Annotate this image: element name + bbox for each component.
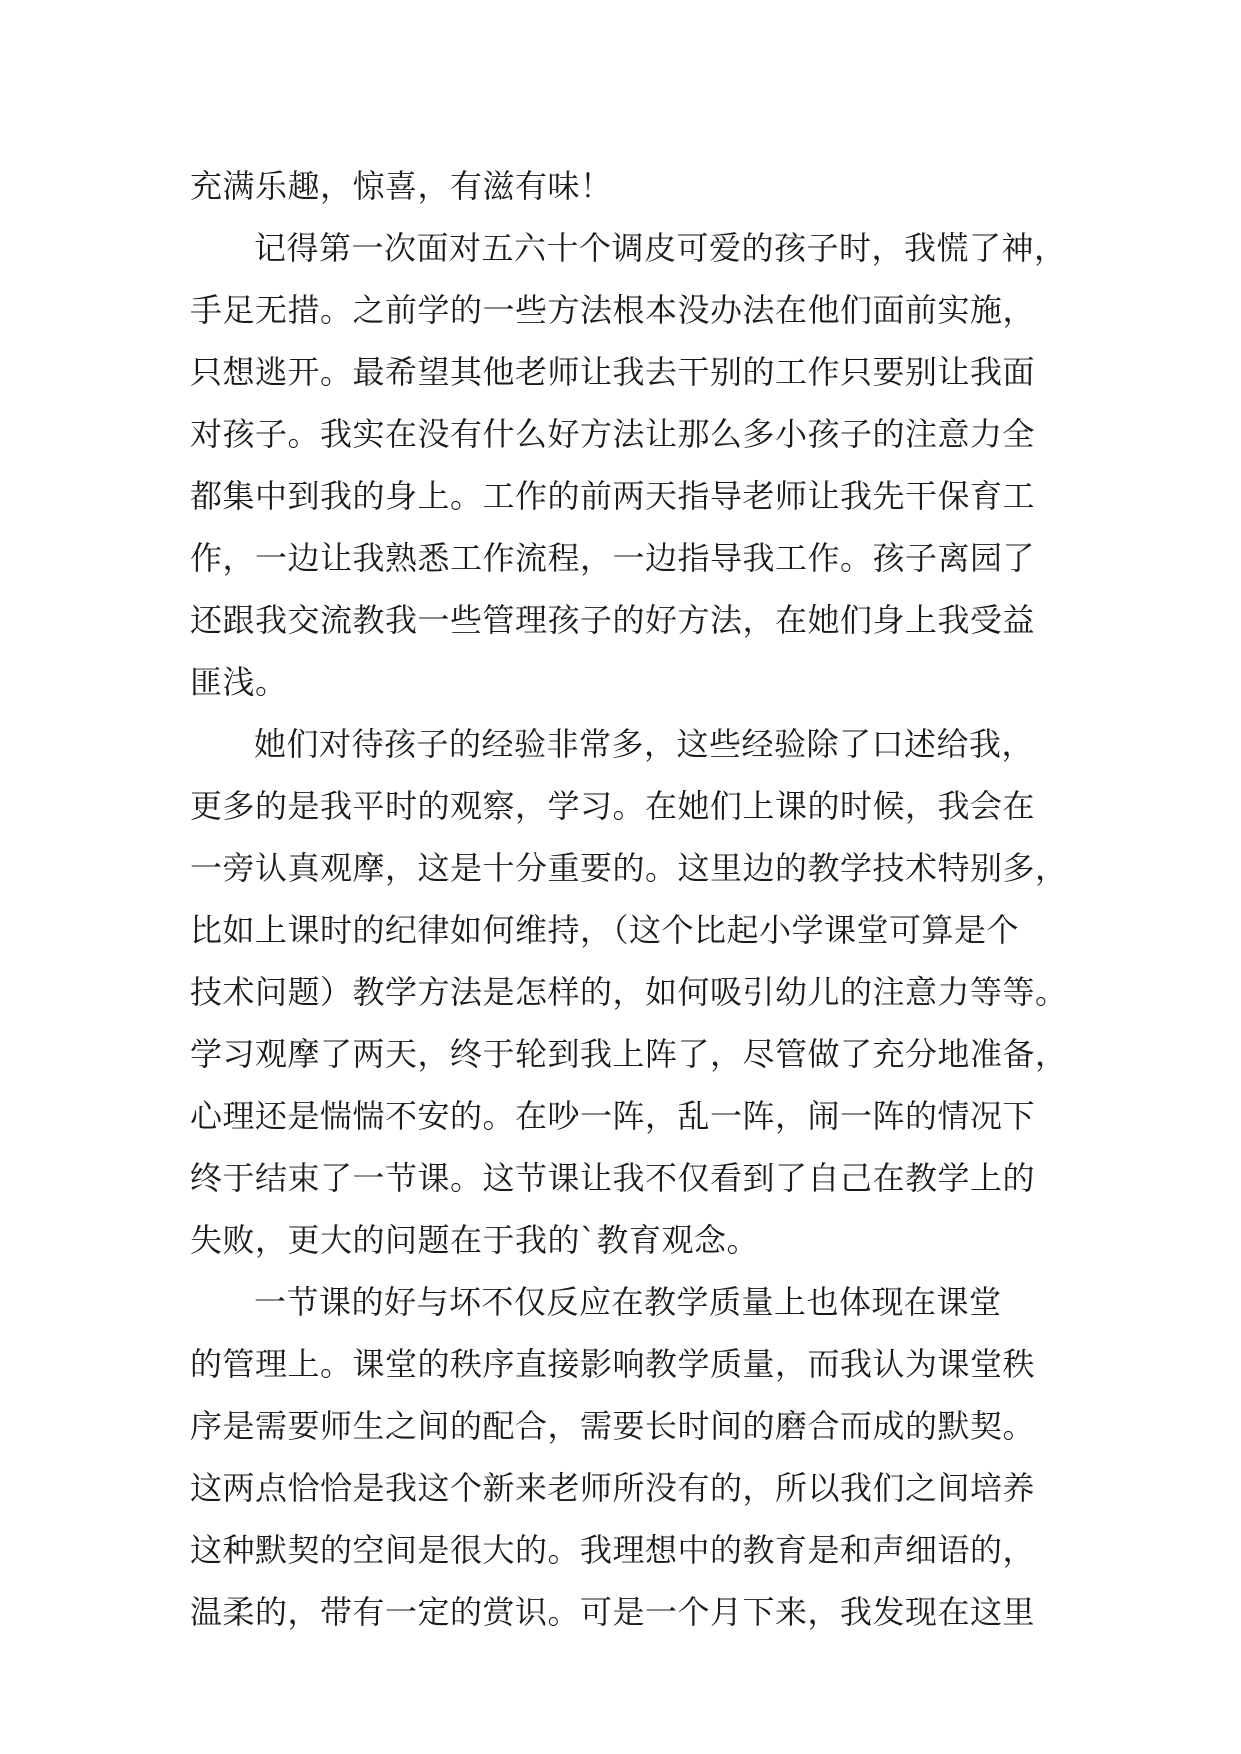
text-line: 匪浅。 (190, 663, 288, 701)
body-text (190, 155, 1090, 1643)
text-line: 心理还是惴惴不安的。在吵一阵，乱一阵，闹一阵的情况下 (190, 1097, 1036, 1135)
text-line: 失败，更大的问题在于我的`教育观念。 (190, 1221, 760, 1259)
text-line: 手足无措。之前学的一些方法根本没办法在他们面前实施， (190, 291, 1036, 329)
text-line: 这两点恰恰是我这个新来老师所没有的，所以我们之间培养 (190, 1469, 1036, 1507)
text-line: 都集中到我的身上。工作的前两天指导老师让我先干保育工 (190, 477, 1036, 515)
text-line: 这种默契的空间是很大的。我理想中的教育是和声细语的， (190, 1531, 1036, 1569)
paragraph-start-line: 一节课的好与坏不仅反应在教学质量上也体现在课堂 (254, 1283, 1002, 1321)
text-line: 比如上课时的纪律如何维持，（这个比起小学课堂可算是个 (190, 911, 1020, 949)
text-line: 的管理上。课堂的秩序直接影响教学质量，而我认为课堂秩 (190, 1345, 1036, 1383)
text-line: 温柔的，带有一定的赏识。可是一个月下来，我发现在这里 (190, 1593, 1036, 1631)
paragraph-start-line: 记得第一次面对五六十个调皮可爱的孩子时，我慌了神， (254, 229, 1067, 267)
text-line: 学习观摩了两天，终于轮到我上阵了，尽管做了充分地准备， (190, 1035, 1068, 1073)
text-line: 只想逃开。最希望其他老师让我去干别的工作只要别让我面 (190, 353, 1036, 391)
text-line: 对孩子。我实在没有什么好方法让那么多小孩子的注意力全 (190, 415, 1036, 453)
text-line: 还跟我交流教我一些管理孩子的好方法，在她们身上我受益 (190, 601, 1036, 639)
text-line: 一旁认真观摩，这是十分重要的。这里边的教学技术特别多， (190, 849, 1068, 887)
text-line: 充满乐趣，惊喜，有滋有味！ (190, 167, 613, 205)
text-line: 终于结束了一节课。这节课让我不仅看到了自己在教学上的 (190, 1159, 1036, 1197)
text-line: 作，一边让我熟悉工作流程，一边指导我工作。孩子离园了 (190, 539, 1036, 577)
paragraph-start-line: 她们对待孩子的经验非常多，这些经验除了口述给我， (254, 725, 1035, 763)
text-line: 更多的是我平时的观察，学习。在她们上课的时候，我会在 (190, 787, 1036, 825)
text-line: 序是需要师生之间的配合，需要长时间的磨合而成的默契。 (190, 1407, 1036, 1445)
text-line: 技术问题）教学方法是怎样的，如何吸引幼儿的注意力等等。 (190, 973, 1068, 1011)
